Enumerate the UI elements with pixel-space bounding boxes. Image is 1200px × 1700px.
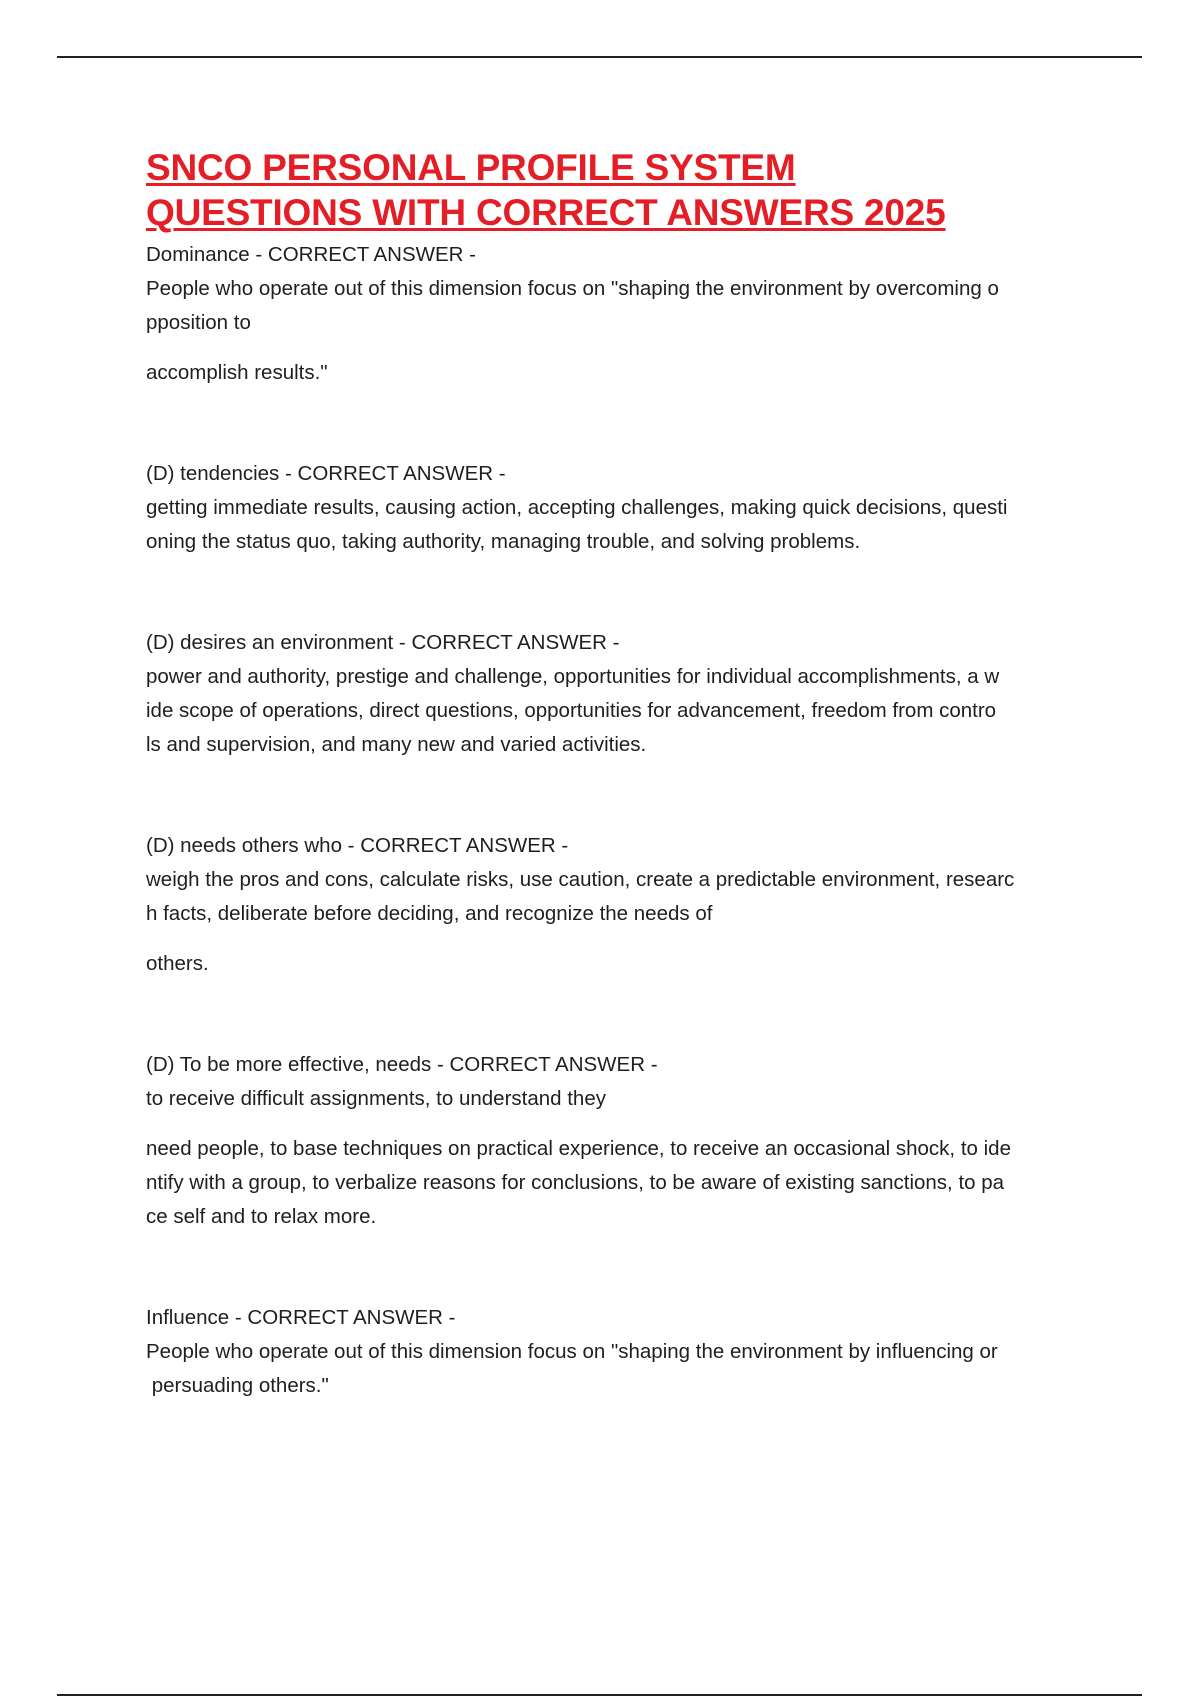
paragraph-gap	[146, 1116, 1091, 1132]
question-text: Influence - CORRECT ANSWER -	[146, 1306, 456, 1329]
answer-line: pposition to	[146, 311, 251, 334]
qa-entry-d-needs-others	[146, 829, 1091, 981]
question-text: Dominance - CORRECT ANSWER -	[146, 243, 476, 266]
qa-entry-dominance	[146, 238, 1091, 390]
answer-line: ide scope of operations, direct questions, opportunities for advancement, freedom from contro	[146, 699, 997, 722]
document-title	[146, 145, 1091, 235]
answer-line: ce self and to relax more.	[146, 1205, 377, 1228]
title-line-1: SNCO PERSONAL PROFILE SYSTEM	[146, 147, 796, 188]
question-text: (D) desires an environment - CORRECT ANSWER -	[146, 631, 620, 654]
answer-line: People who operate out of this dimension focus on "shaping the environment by overcoming o	[146, 277, 999, 300]
header-rule	[57, 56, 1142, 58]
answer-line: oning the status quo, taking authority, managing trouble, and solving problems.	[146, 530, 861, 553]
answer-line: weigh the pros and cons, calculate risks, use caution, create a predictable environment, researc	[146, 868, 1015, 891]
answer-line: getting immediate results, causing action, accepting challenges, making quick decisions, questi	[146, 496, 1008, 519]
answer-line: power and authority, prestige and challenge, opportunities for individual accomplishments, a w	[146, 665, 1000, 688]
paragraph-gap	[146, 340, 1091, 356]
answer-line: People who operate out of this dimension focus on "shaping the environment by influencing or	[146, 1340, 998, 1363]
qa-entry-d-tendencies	[146, 457, 1091, 559]
answer-line: to receive difficult assignments, to understand they	[146, 1087, 606, 1110]
question-text: (D) To be more effective, needs - CORRECT ANSWER -	[146, 1053, 658, 1076]
qa-entry-d-more-effective	[146, 1048, 1091, 1234]
answer-line: accomplish results."	[146, 361, 328, 384]
answer-line: h facts, deliberate before deciding, and recognize the needs of	[146, 902, 713, 925]
answer-line: persuading others."	[146, 1374, 329, 1397]
qa-entry-influence	[146, 1301, 1091, 1403]
answer-line: need people, to base techniques on practical experience, to receive an occasional shock, to ide	[146, 1137, 1011, 1160]
question-text: (D) needs others who - CORRECT ANSWER -	[146, 834, 569, 857]
answer-line: others.	[146, 952, 209, 975]
question-text: (D) tendencies - CORRECT ANSWER -	[146, 462, 506, 485]
answer-line: ls and supervision, and many new and varied activities.	[146, 733, 647, 756]
title-line-2: QUESTIONS WITH CORRECT ANSWERS 2025	[146, 192, 946, 233]
paragraph-gap	[146, 931, 1091, 947]
footer-rule	[57, 1694, 1142, 1696]
answer-line: ntify with a group, to verbalize reasons for conclusions, to be aware of existing sanctions, to pa	[146, 1171, 1005, 1194]
document-body	[146, 145, 1091, 1403]
qa-entry-d-desires-environment	[146, 626, 1091, 762]
